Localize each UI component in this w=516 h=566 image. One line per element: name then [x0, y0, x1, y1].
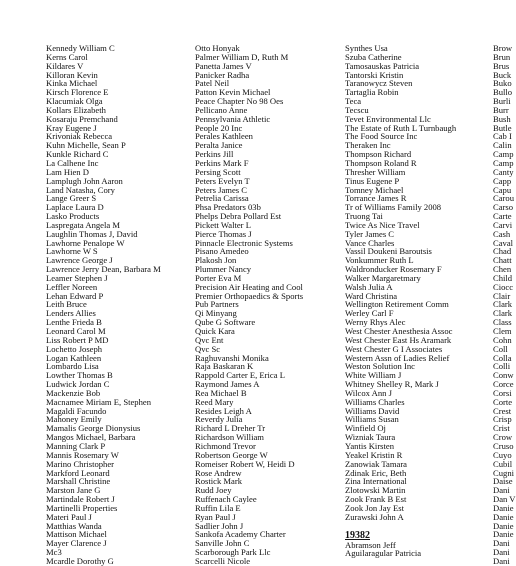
- listing-entry: Perkins Jill: [195, 149, 234, 160]
- listing-entry: Danie: [493, 502, 514, 513]
- listing-entry: Walsh Julia A: [345, 281, 393, 292]
- listing-entry: Whitney Shelley R, Mark J: [345, 379, 439, 390]
- listing-entry: Walker Margaretmary: [345, 272, 421, 283]
- listing-entry: Marshall Christine: [46, 476, 111, 487]
- listing-entry: Kerns Carol: [46, 51, 88, 62]
- listing-entry: Caval: [493, 237, 514, 248]
- listing-entry: Butle: [493, 122, 512, 133]
- listing-entry: Killoran Kevin: [46, 69, 98, 80]
- listing-entry: Lasko Products: [46, 211, 100, 222]
- listing-entry: Scarcelli Nicole: [195, 555, 251, 566]
- listing-entry: La Calhene Inc: [46, 157, 99, 168]
- listing-entry: Clem: [493, 326, 512, 336]
- listing-entry: Williams Charles: [345, 396, 405, 407]
- listing-entry: Reed Mary: [195, 396, 234, 407]
- listing-entry: Lenthe Frieda B: [46, 317, 102, 328]
- listing-entry: Tamosauskas Patricia: [345, 60, 420, 71]
- listing-entry: Perkins Mark F: [195, 157, 249, 168]
- listing-entry: West Chester Anesthesia Assoc: [345, 326, 453, 336]
- listing-entry: Leffler Noreen: [46, 281, 98, 292]
- listing-entry: Klacumiak Olga: [46, 96, 103, 107]
- listing-entry: Brow: [493, 43, 513, 53]
- listing-entry: Perales Kathleen: [195, 131, 253, 142]
- listing-entry: Aguilaragular Patricia: [345, 548, 422, 559]
- listing-entry: Pennsylvania Athletic: [195, 113, 271, 124]
- listing-entry: Yantis Kirsten: [345, 440, 395, 451]
- listing-entry: Conw: [493, 370, 514, 381]
- listing-entry: Clark: [493, 308, 513, 319]
- listing-entry: Patel Neil: [195, 78, 230, 89]
- listing-entry: Matthias Wanda: [46, 520, 102, 531]
- listing-entry: Magaldi Facundo: [46, 405, 107, 416]
- listing-entry: Truong Tai: [345, 211, 383, 222]
- listing-entry: Kennedy William C: [46, 43, 115, 53]
- listing-entry: Werley Carl F: [345, 308, 394, 319]
- listing-entry: Mangos Michael, Barbara: [46, 432, 136, 443]
- listing-entry: Chad: [493, 246, 512, 257]
- listing-entry: Mannis Rosemary W: [46, 449, 119, 460]
- listing-entry: Zook Frank B Est: [345, 494, 407, 505]
- listing-entry: Zdinak Eric, Beth: [345, 467, 407, 478]
- listing-entry: Bullo: [493, 87, 513, 98]
- listing-entry: Kunkle Richard C: [46, 149, 109, 160]
- listing-entry: Lawrence George J: [46, 255, 113, 266]
- listing-entry: Williams David: [345, 405, 400, 416]
- listing-entry: Reverdy Julia: [195, 414, 243, 425]
- listing-entry: Burr: [493, 104, 509, 115]
- column-1: [46, 44, 161, 566]
- listing-entry: Cuyo: [493, 449, 512, 460]
- listing-entry: Ward Christina: [345, 290, 398, 301]
- listing-entry: Precision Air Heating and Cool: [195, 281, 303, 292]
- listing-entry: Winfield Oj: [345, 423, 386, 434]
- listing-entry: Mackenzie Bob: [46, 387, 101, 398]
- listing-entry: Wellington Retirement Comm: [345, 299, 449, 310]
- listing-entry: Tecscu: [345, 104, 369, 115]
- listing-entry: Pub Partners: [195, 299, 239, 310]
- listing-entry: Peters Evelyn T: [195, 175, 250, 186]
- listing-entry: Pellicano Anne: [195, 104, 248, 115]
- listing-entry: The Estate of Ruth L Turnbaugh: [345, 122, 457, 133]
- listing-entry: Theraken Inc: [345, 140, 391, 151]
- listing-entry: Laspregata Angela M: [46, 219, 120, 230]
- listing-entry: Ciocc: [493, 281, 514, 292]
- listing-entry: Lombardo Lisa: [46, 361, 99, 372]
- listing-entry: Ruffenach Caylee: [195, 494, 257, 505]
- listing-entry: Calin: [493, 140, 512, 151]
- listing-entry: Bush: [493, 113, 511, 124]
- listing-entry: Crow: [493, 432, 513, 443]
- listing-entry: Patton Kevin Michael: [195, 87, 271, 98]
- listing-entry: Thompson Richard: [345, 149, 412, 160]
- listing-entry: Peralta Janice: [195, 140, 243, 151]
- listing-entry: Kildares V: [46, 60, 84, 71]
- listing-entry: Ruffin Lila E: [195, 502, 241, 513]
- listing-entry: Abramson Jeff: [345, 539, 396, 550]
- listing-entry: Scarborough Park Llc: [195, 547, 271, 558]
- listing-entry: Wizniak Taura: [345, 432, 396, 443]
- listing-entry: Persing Scott: [195, 166, 241, 177]
- listing-entry: The Food Source Inc: [345, 131, 418, 142]
- listing-entry: West Chester East Hs Aramark: [345, 334, 452, 345]
- listing-entry: Chatt: [493, 255, 512, 266]
- listing-entry: Kinka Michael: [46, 78, 98, 89]
- listing-entry: Phelps Debra Pollard Est: [195, 211, 282, 222]
- listing-entry: Canty: [493, 166, 514, 177]
- listing-entry: Sanville John C: [195, 538, 250, 549]
- listing-entry: Lawhorne W S: [46, 246, 98, 257]
- listing-entry: Porter Eva M: [195, 272, 242, 283]
- listing-entry: Marston Jane G: [46, 485, 101, 496]
- listing-entry: Szuba Catherine: [345, 51, 402, 62]
- zip-code-heading: 19382: [345, 529, 370, 541]
- listing-entry: Vassil Doukeni Baroutsis: [345, 246, 432, 257]
- listing-entry: Rudd Joey: [195, 485, 232, 496]
- listing-entry: Raja Baskaran K: [195, 361, 254, 372]
- listing-entry: Mcardle Dorothy G: [46, 555, 114, 566]
- listing-entry: Buck: [493, 69, 512, 80]
- listing-entry: Tinus Eugene P: [345, 175, 400, 186]
- listing-entry: Carso: [493, 202, 514, 213]
- listing-entry: Thresher William: [345, 166, 406, 177]
- listing-entry: Leith Bruce: [46, 299, 87, 310]
- listing-entry: Marino Christopher: [46, 458, 115, 469]
- listing-entry: Lenders Allies: [46, 308, 96, 319]
- listing-entry: Quick Kara: [195, 326, 235, 336]
- listing-entry: Richard L Dreher Tr: [195, 423, 266, 434]
- listing-entry: Cugni: [493, 467, 515, 478]
- listing-entry: Cohn: [493, 334, 512, 345]
- listing-entry: Daise: [493, 476, 513, 487]
- listing-entry: Richardson William: [195, 432, 264, 443]
- listing-entry: Macnamee Miriam E, Stephen: [46, 396, 152, 407]
- listing-entry: Clair: [493, 290, 511, 301]
- listing-entry: Ryan Paul J: [195, 511, 236, 522]
- listing-entry: Kosaraju Premchand: [46, 113, 118, 124]
- listing-entry: Danie: [493, 520, 514, 531]
- listing-entry: Tr of Williams Family 2008: [345, 202, 442, 213]
- listing-entry: Pisano Amedeo: [195, 246, 249, 257]
- listing-entry: Lam Hien D: [46, 166, 89, 177]
- listing-entry: Weston Solution Inc: [345, 361, 415, 372]
- listing-entry: Panicker Radha: [195, 69, 250, 80]
- listing-entry: Manning Clark P: [46, 440, 106, 451]
- listing-entry: Vance Charles: [345, 237, 395, 248]
- listing-entry: Kollars Elizabeth: [46, 104, 106, 115]
- listing-entry: Tartaglia Robin: [345, 87, 399, 98]
- listing-entry: Mc3: [46, 547, 62, 558]
- listing-entry: Pierce Thomas J: [195, 228, 252, 239]
- listing-entry: Yeakel Kristin R: [345, 449, 403, 460]
- listing-entry: West Chester G I Associates: [345, 343, 443, 354]
- column-4: [493, 44, 516, 566]
- listing-entry: Peace Chapter No 98 Oes: [195, 96, 284, 107]
- listing-entry: Mattison Michael: [46, 529, 107, 540]
- listing-entry: Rappold Carter E, Erica L: [195, 370, 285, 381]
- listing-entry: Leamer Stephen J: [46, 272, 108, 283]
- listing-entry: Brun: [493, 51, 511, 62]
- listing-entry: Twice As Nice Travel: [345, 219, 420, 230]
- listing-entry: Burli: [493, 96, 511, 107]
- listing-entry: Cruso: [493, 440, 514, 451]
- listing-entry: Crest: [493, 405, 512, 416]
- listing-entry: Qvc Ent: [195, 334, 224, 345]
- listing-entry: Child: [493, 272, 513, 283]
- listing-entry: Laughlin Thomas J, David: [46, 228, 138, 239]
- listing-entry: Tyler James C: [345, 228, 395, 239]
- listing-entry: Resides Leigh A: [195, 405, 252, 416]
- listing-entry: Logan Kathleen: [46, 352, 102, 363]
- listing-entry: Capp: [493, 175, 512, 186]
- listing-entry: Synthes Usa: [345, 43, 388, 53]
- listing-entry: Mayer Clarence J: [46, 538, 107, 549]
- listing-entry: Taranowycz Steven: [345, 78, 413, 89]
- listing-entry: Buko: [493, 78, 512, 89]
- listing-entry: Carte: [493, 211, 512, 222]
- listing-entry: Lamplugh John Aaron: [46, 175, 123, 186]
- listing-entry: Cash: [493, 228, 511, 239]
- listing-entry: Tantorski Kristin: [345, 69, 404, 80]
- listing-entry: Teca: [345, 96, 362, 107]
- listing-entry: Corce: [493, 379, 514, 390]
- listing-entry: Markford Leonard: [46, 467, 110, 478]
- listing-entry: Pinnacle Electronic Systems: [195, 237, 293, 248]
- listing-entry: Zina International: [345, 476, 407, 487]
- listing-entry: Sankofa Academy Charter: [195, 529, 286, 540]
- listing-entry: Pickett Walter L: [195, 219, 251, 230]
- listing-entry: Plummer Nancy: [195, 264, 252, 275]
- listing-entry: Class: [493, 317, 512, 328]
- listing-entry: Lange Greer S: [46, 193, 97, 204]
- listing-entry: Zurawski John A: [345, 511, 404, 522]
- listing-entry: Colla: [493, 352, 512, 363]
- listing-entry: Kray Eugene J: [46, 122, 97, 133]
- listing-entry: Camp: [493, 157, 514, 168]
- listing-entry: Waldronducker Rosemary F: [345, 264, 442, 275]
- listing-entry: Rose Andrew: [195, 467, 242, 478]
- listing-entry: Qvc Sc: [195, 343, 221, 354]
- listing-entry: Land Natasha, Cory: [46, 184, 115, 195]
- listing-entry: Otto Honyak: [195, 43, 240, 53]
- listing-entry: Raghuvanshi Monika: [195, 352, 269, 363]
- listing-entry: Raymond James A: [195, 379, 260, 390]
- listing-entry: Lehan Edward P: [46, 290, 104, 301]
- listing-entry: Lawhorne Penalope W: [46, 237, 125, 248]
- listing-entry: Tevet Environmental Llc: [345, 113, 431, 124]
- listing-entry: Crist: [493, 423, 510, 434]
- listing-entry: Panetta James V: [195, 60, 252, 71]
- listing-entry: Martinelli Properties: [46, 502, 118, 513]
- listing-entry: Tomney Michael: [345, 184, 404, 195]
- listing-entry: Zlotowski Martin: [345, 485, 406, 496]
- listing-entry: Torrance James R: [345, 193, 407, 204]
- listing-entry: Romeiser Robert W, Heidi D: [195, 458, 295, 469]
- listing-entry: Dani: [493, 485, 510, 496]
- listing-entry: Ludwick Jordan C: [46, 379, 110, 390]
- listing-entry: Corte: [493, 396, 513, 407]
- listing-entry: Qi Minyang: [195, 308, 237, 319]
- listing-entry: Palmer William D, Ruth M: [195, 51, 289, 62]
- listing-entry: Williams Susan: [345, 414, 399, 425]
- listing-entry: Kuhn Michelle, Sean P: [46, 140, 126, 151]
- listing-entry: Liss Robert P MD: [46, 334, 109, 345]
- listing-entry: Richmond Trevor: [195, 440, 256, 451]
- listing-entry: Dani: [493, 547, 510, 558]
- listing-entry: Western Assn of Ladies Relief: [345, 352, 450, 363]
- listing-entry: Carou: [493, 193, 515, 204]
- listing-entry: Danie: [493, 529, 514, 540]
- listing-entry: Dan V: [493, 494, 516, 505]
- listing-entry: Crisp: [493, 414, 512, 425]
- listing-entry: Danie: [493, 511, 514, 522]
- listing-entry: Laplace Laura D: [46, 202, 104, 213]
- listing-entry: Mamalis George Dionysius: [46, 423, 141, 434]
- listing-entry: Werny Rhys Alec: [345, 317, 406, 328]
- listing-entry: Vonkummer Ruth L: [345, 255, 414, 266]
- listing-entry: Rea Michael B: [195, 387, 247, 398]
- listing-entry: Dani: [493, 538, 510, 549]
- column-2: [195, 44, 303, 566]
- listing-entry: Sadlier John J: [195, 520, 244, 531]
- column-3: [345, 44, 456, 558]
- listing-entry: People 20 Inc: [195, 122, 243, 133]
- listing-entry: Zanowiak Tamara: [345, 458, 407, 469]
- listing-entry: Robertson George W: [195, 449, 268, 460]
- listing-entry: Capu: [493, 184, 512, 195]
- listing-entry: Qube G Software: [195, 317, 256, 328]
- listing-entry: Lowther Thomas B: [46, 370, 113, 381]
- listing-entry: Mahoney Emily: [46, 414, 102, 425]
- listing-entry: Cab I: [493, 131, 512, 142]
- listing-entry: Chen: [493, 264, 512, 275]
- listing-entry: Materi Paul J: [46, 511, 92, 522]
- listing-entry: Peters James C: [195, 184, 248, 195]
- listing-entry: Thompson Roland R: [345, 157, 417, 168]
- listing-entry: Lochetto Joseph: [46, 343, 103, 354]
- listing-entry: Camp: [493, 149, 514, 160]
- listing-entry: Brus: [493, 60, 510, 71]
- listing-entry: Plakosh Jon: [195, 255, 237, 266]
- listing-entry: Coll: [493, 343, 508, 354]
- listing-entry: Lawrence Jerry Dean, Barbara M: [46, 264, 161, 275]
- listing-entry: Premier Orthopaedics & Sports: [195, 290, 304, 301]
- listing-entry: Corsi: [493, 387, 512, 398]
- listing-entry: Carvi: [493, 219, 513, 230]
- listing-entry: Colli: [493, 361, 511, 372]
- listing-entry: Dani: [493, 555, 510, 566]
- listing-entry: Phsa Predators 03b: [195, 202, 261, 213]
- listing-entry: Clark: [493, 299, 513, 310]
- listing-entry: Kirsch Florence E: [46, 87, 109, 98]
- listing-entry: Krivoniak Rebecca: [46, 131, 113, 142]
- listing-entry: Zook Jon Jay Est: [345, 502, 404, 513]
- listing-entry: Rostick Mark: [195, 476, 243, 487]
- listing-entry: Leonard Carol M: [46, 326, 106, 336]
- listing-entry: Cubil: [493, 458, 513, 469]
- listing-entry: White William J: [345, 370, 402, 381]
- listing-entry: Wilcox Ann J: [345, 387, 392, 398]
- listing-entry: Martindale Robert J: [46, 494, 115, 505]
- listing-entry: Petrelia Carissa: [195, 193, 249, 204]
